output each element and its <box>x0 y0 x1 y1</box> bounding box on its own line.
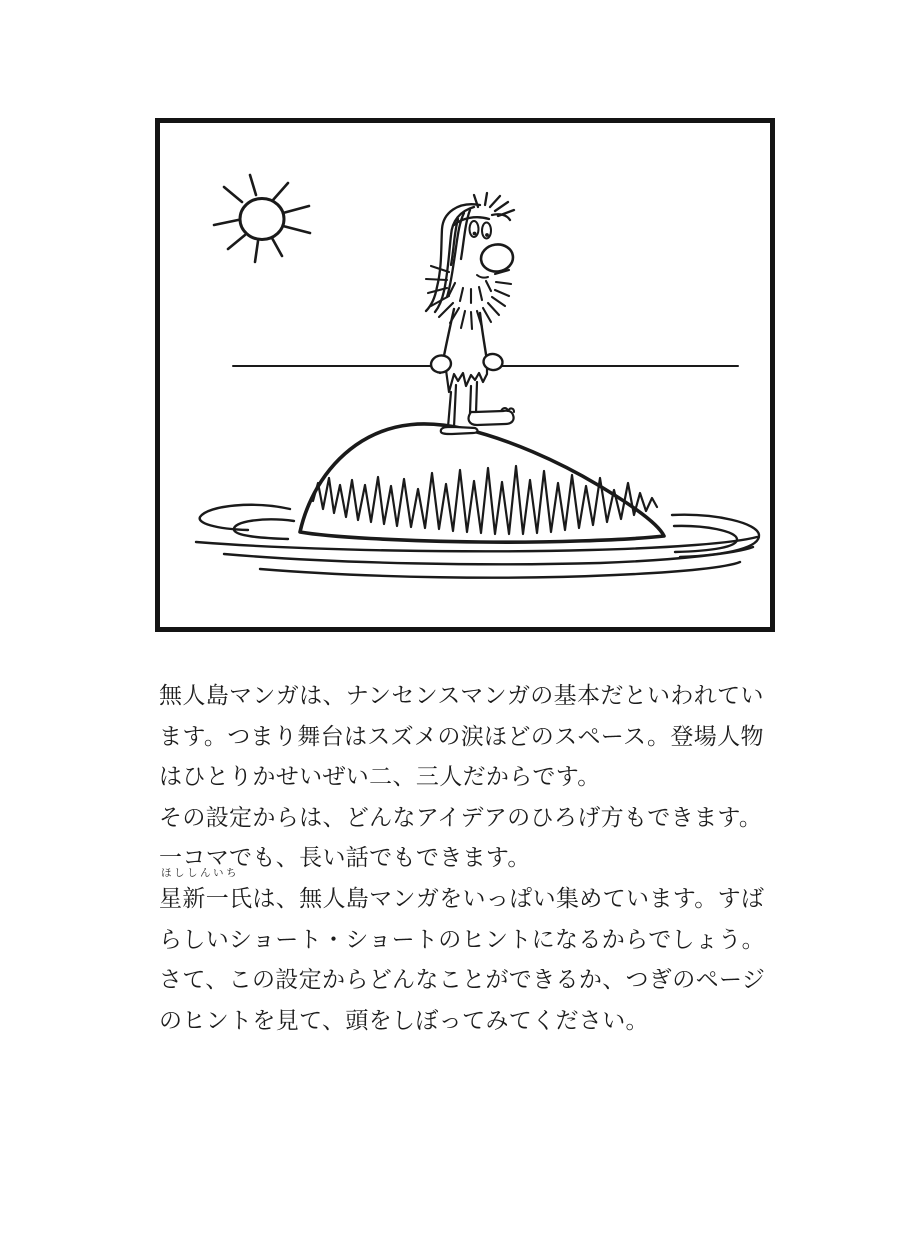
text-line: らしいショート・ショートのヒントになるからでしょう。 <box>159 926 765 952</box>
furigana: ほししんいち <box>161 867 239 879</box>
text-line: さて、この設定からどんなことができるか、つぎのページ <box>159 967 766 993</box>
desert-island-cartoon <box>160 123 770 627</box>
castaway-man <box>426 193 515 434</box>
text-line: はひとりかせいぜい二、三人だからです。 <box>159 764 601 790</box>
ruby-word <box>159 867 239 920</box>
right-foot <box>469 411 514 425</box>
eyes <box>470 221 492 239</box>
island-mound <box>300 424 664 542</box>
text-line: のヒントを見て、頭をしぼってみてください。 <box>159 1007 649 1033</box>
mouth <box>477 275 488 278</box>
cartoon-panel-frame <box>155 118 775 632</box>
left-foot <box>441 427 478 434</box>
text-line: ます。つまり舞台はスズメの涙ほどのスペース。登場人物 <box>159 723 764 749</box>
ruby-base: 星新一 <box>159 885 230 911</box>
text-line: 無人島マンガは、ナンセンスマンガの基本だといわれてい <box>159 683 764 708</box>
nose <box>479 242 514 273</box>
caption-text <box>159 676 819 1041</box>
text-line: 一コマでも、長い話でもできます。 <box>159 845 531 871</box>
sun <box>214 175 310 262</box>
line-rest: 氏は、無人島マンガをいっぱい集めています。すば <box>229 885 765 911</box>
text-line-with-furigana <box>159 867 819 920</box>
text-line: その設定からは、どんなアイデアのひろげ方もできます。 <box>159 804 763 830</box>
